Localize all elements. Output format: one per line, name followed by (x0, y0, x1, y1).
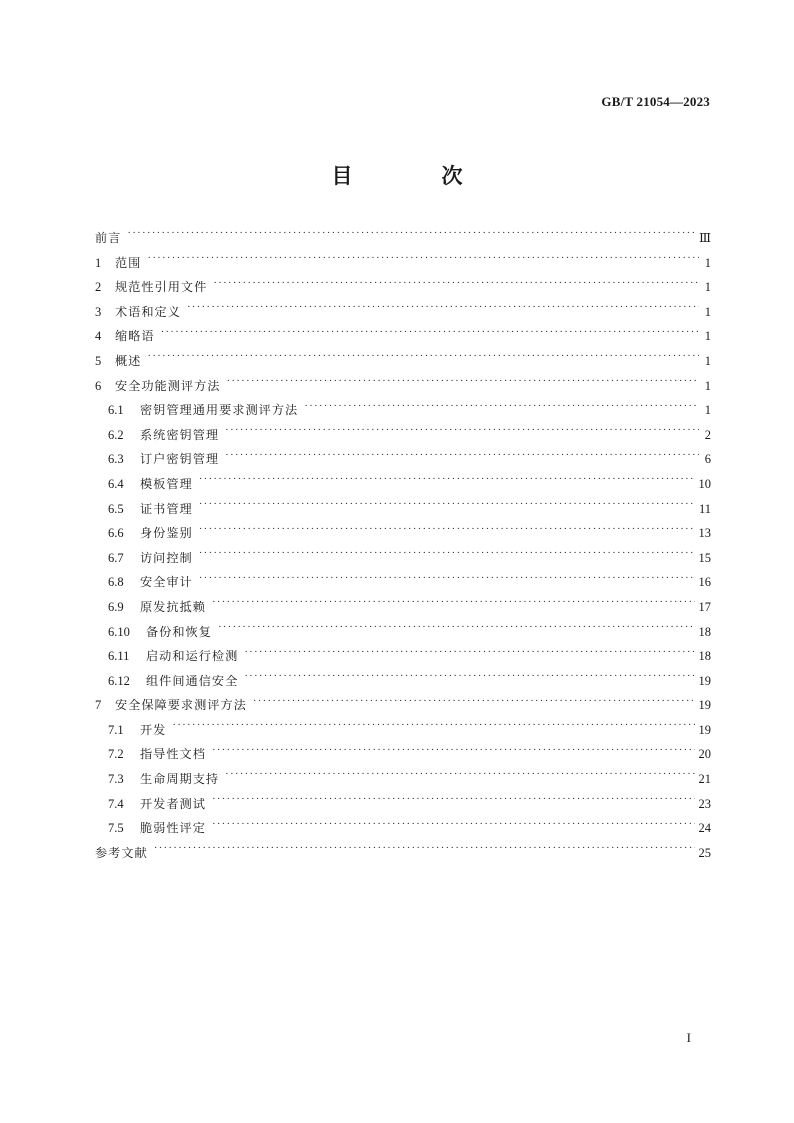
toc-entry-page: 1 (704, 378, 711, 393)
toc-entry-page: 1 (704, 403, 711, 418)
toc-entry-number: 6.2 (108, 427, 124, 442)
toc-entry-label: 指导性文档 (140, 747, 206, 762)
toc-entry-label: 安全功能测评方法 (115, 378, 221, 393)
toc-entry[interactable] (95, 226, 711, 251)
toc-entry[interactable] (95, 693, 711, 718)
toc-entry-number: 6.12 (108, 673, 130, 688)
toc-entry-page: 1 (704, 255, 711, 270)
toc-entry-page: 25 (698, 845, 711, 860)
toc-dot-leader (187, 304, 699, 316)
toc-entry[interactable] (95, 718, 711, 743)
toc-dot-leader (154, 845, 695, 857)
page-title: 目 次 (331, 164, 497, 188)
toc-entry-number: 7 (95, 698, 102, 713)
toc-dot-leader (199, 574, 695, 586)
toc-entry-page: 13 (698, 526, 711, 541)
toc-entry-label: 模板管理 (140, 476, 193, 491)
toc-dot-leader (199, 501, 695, 513)
toc-entry-number: 6.10 (108, 624, 130, 639)
toc-entry-number: 7.2 (108, 747, 124, 762)
toc-dot-leader (212, 746, 695, 758)
toc-dot-leader (253, 697, 695, 709)
toc-dot-leader (212, 796, 695, 808)
toc-entry-number: 6.8 (108, 575, 124, 590)
toc-entry-label: 生命周期支持 (140, 772, 220, 787)
toc-dot-leader (199, 550, 695, 562)
toc-dot-leader (127, 230, 695, 242)
toc-entry[interactable] (95, 644, 711, 669)
toc-entry-label: 范围 (115, 255, 142, 270)
toc-entry-page: 18 (698, 649, 711, 664)
toc-dot-leader (225, 771, 694, 783)
toc-dot-leader (161, 328, 699, 340)
toc-entry[interactable] (95, 349, 711, 374)
toc-dot-leader (212, 820, 695, 832)
toc-entry-number: 6.4 (108, 476, 124, 491)
toc-dot-leader (218, 624, 695, 636)
toc-entry-label: 术语和定义 (115, 304, 181, 319)
toc-entry-page: 1 (704, 329, 711, 344)
toc-dot-leader (172, 722, 694, 734)
toc-entry-label: 证书管理 (140, 501, 193, 516)
toc-entry-label: 参考文献 (95, 845, 148, 860)
toc-entry[interactable] (95, 669, 711, 694)
toc-entry-label: 身份鉴别 (140, 526, 193, 541)
toc-entry[interactable] (95, 374, 711, 399)
toc-entry-number: 7.1 (108, 722, 124, 737)
toc-dot-leader (244, 673, 694, 685)
toc-entry[interactable] (95, 546, 711, 571)
footer-page-number: I (686, 1030, 691, 1045)
toc-entry-number: 2 (95, 280, 102, 295)
toc-entry-number: 6 (95, 378, 102, 393)
toc-dot-leader (212, 599, 695, 611)
toc-entry[interactable] (95, 595, 711, 620)
toc-entry-number: 1 (95, 255, 102, 270)
toc-dot-leader (213, 279, 699, 291)
toc-entry-number: 6.7 (108, 550, 124, 565)
toc-dot-leader (225, 451, 699, 463)
toc-entry-page: 1 (704, 353, 711, 368)
toc-entry-label: 密钥管理通用要求测评方法 (140, 403, 299, 418)
toc-entry-number: 6.1 (108, 403, 124, 418)
toc-entry-number: 6.11 (108, 649, 130, 664)
toc-entry-page: 16 (698, 575, 711, 590)
toc-entry-label: 启动和运行检测 (146, 649, 239, 664)
toc-entry-number: 6.9 (108, 599, 124, 614)
toc-entry-number: 6.6 (108, 526, 124, 541)
toc-entry-page: 11 (698, 501, 711, 516)
toc-entry-page: Ⅲ (698, 231, 711, 245)
toc-entry-page: 6 (704, 452, 711, 467)
toc-entry-label: 安全保障要求测评方法 (115, 698, 247, 713)
toc-entry[interactable] (95, 767, 711, 792)
toc-entry-number: 5 (95, 353, 102, 368)
toc-entry-page: 18 (698, 624, 711, 639)
toc-dot-leader (147, 255, 699, 267)
toc-entry-page: 21 (698, 772, 711, 787)
toc-entry-number: 7.4 (108, 796, 124, 811)
toc-entry[interactable] (95, 472, 711, 497)
toc-entry-label: 安全审计 (140, 575, 193, 590)
toc-entry[interactable] (95, 816, 711, 841)
toc-entry-label: 概述 (115, 353, 142, 368)
toc-entry-page: 1 (704, 304, 711, 319)
toc-entry-number: 6.3 (108, 452, 124, 467)
toc-entry-page: 19 (698, 673, 711, 688)
toc-dot-leader (244, 648, 694, 660)
toc-entry-number: 7.5 (108, 821, 124, 836)
toc-entry-number: 4 (95, 329, 102, 344)
toc-entry[interactable] (95, 521, 711, 546)
standard-code: GB/T 21054—2023 (601, 94, 710, 109)
toc-entry-page: 2 (704, 427, 711, 442)
toc-entry[interactable] (95, 300, 711, 325)
toc-entry-page: 10 (698, 476, 711, 491)
toc-entry[interactable] (95, 447, 711, 472)
toc-dot-leader (225, 427, 699, 439)
toc-entry-label: 前言 (95, 231, 122, 245)
toc-entry-number: 3 (95, 304, 102, 319)
toc-dot-leader (227, 378, 700, 390)
toc-entry-label: 备份和恢复 (146, 624, 212, 639)
toc-entry[interactable] (95, 398, 711, 423)
toc-entry-label: 订户密钥管理 (140, 452, 220, 467)
toc-entry-label: 开发 (140, 722, 167, 737)
toc-entry-label: 开发者测试 (140, 796, 206, 811)
toc-entry[interactable] (95, 423, 711, 448)
toc-entry-label: 组件间通信安全 (146, 673, 239, 688)
toc-entry[interactable] (95, 620, 711, 645)
toc-dot-leader (199, 525, 695, 537)
toc-entry-label: 访问控制 (140, 550, 193, 565)
toc-entry[interactable] (95, 324, 711, 349)
toc-entry-page: 23 (698, 796, 711, 811)
toc-entry-label: 原发抗抵赖 (140, 599, 206, 614)
toc-entry-page: 20 (698, 747, 711, 762)
toc-entry-page: 1 (704, 280, 711, 295)
toc-entry[interactable] (95, 742, 711, 767)
toc-entry-label: 脆弱性评定 (140, 821, 206, 836)
toc-dot-leader (304, 402, 699, 414)
toc-entry-label: 缩略语 (115, 329, 155, 344)
toc-entry-label: 系统密钥管理 (140, 427, 220, 442)
toc-entry-page: 17 (698, 599, 711, 614)
table-of-contents (95, 226, 711, 865)
toc-entry[interactable] (95, 570, 711, 595)
toc-entry[interactable] (95, 792, 711, 817)
toc-entry-number: 6.5 (108, 501, 124, 516)
toc-entry-page: 19 (698, 698, 711, 713)
toc-entry[interactable] (95, 497, 711, 522)
toc-dot-leader (199, 476, 695, 488)
toc-entry-page: 19 (698, 722, 711, 737)
toc-dot-leader (147, 353, 699, 365)
toc-entry[interactable] (95, 841, 711, 866)
toc-entry[interactable] (95, 275, 711, 300)
toc-entry-page: 15 (698, 550, 711, 565)
toc-entry-page: 24 (698, 821, 711, 836)
toc-entry[interactable] (95, 251, 711, 276)
toc-entry-label: 规范性引用文件 (115, 280, 208, 295)
toc-entry-number: 7.3 (108, 772, 124, 787)
